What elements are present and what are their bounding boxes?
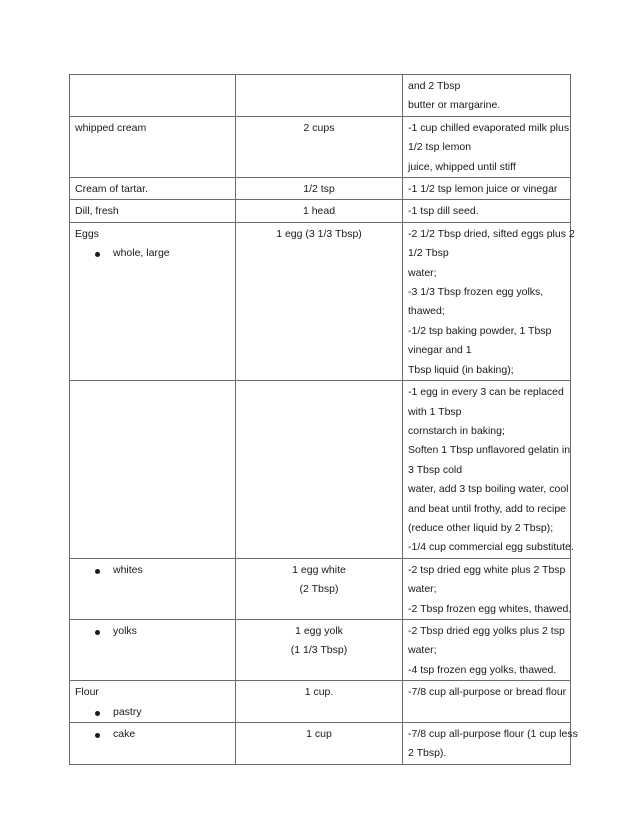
cell-spacer [408,703,565,717]
substitute-cell [403,381,574,559]
substitution-table [69,74,578,765]
ingredient-cell [70,200,236,222]
substitution-table-body [70,75,578,765]
substitute-line: -1/4 cup commercial egg substitute. [408,541,574,554]
substitute-cell [403,619,571,680]
table-row [70,681,571,723]
amount-cell [236,723,403,765]
substitute-line: -1 egg in every 3 can be replaced [408,386,564,399]
substitute-line: 2 Tbsp). [408,747,447,760]
amount-cell [236,200,403,222]
ingredient-name: whipped cream [75,121,147,134]
substitute-line: 1/2 tsp lemon [408,141,472,154]
ingredient-variant-item [75,725,230,744]
substitute-line: water; [408,583,437,596]
substitute-line: and 2 Tbsp [408,80,461,92]
ingredient-variant-item [75,561,230,580]
amount-text: 2 cups [303,121,335,134]
ingredient-variant-label: pastry [113,705,142,718]
amount-text: 1 egg yolk [295,624,343,637]
substitute-line: thawed; [408,305,445,318]
substitute-line: -1/2 tsp baking powder, 1 Tbsp [408,324,552,337]
substitute-line: butter or margarine. [408,99,501,112]
substitute-cell [403,116,571,177]
substitute-line: (reduce other liquid by 2 Tbsp); [408,521,554,534]
substitute-line: -7/8 cup all-purpose or bread flour [408,686,567,699]
amount-cell [236,381,403,559]
ingredient-cell [70,681,236,723]
substitute-line: -3 1/3 Tbsp frozen egg yolks, [408,286,544,299]
amount-cell [236,681,403,723]
substitute-line: with 1 Tbsp [408,405,462,418]
bullet-icon [95,711,100,716]
substitute-line: -7/8 cup all-purpose flour (1 cup less [408,728,578,740]
substitute-cell [403,200,571,222]
ingredient-cell [70,381,236,559]
substitute-line: -1 tsp dill seed. [408,205,479,218]
ingredient-cell [70,723,236,765]
bullet-icon [95,733,100,738]
ingredient-variant-label: whole, large [113,247,170,260]
amount-text: 1 head [302,205,336,218]
substitute-line: 3 Tbsp cold [408,463,463,476]
ingredient-variant-label: yolks [113,624,137,637]
substitute-line: and beat until frothy, add to recipe [408,502,566,515]
substitute-line: -4 tsp frozen egg yolks, thawed. [408,663,557,676]
ingredient-cell [70,619,236,680]
amount-cell [236,116,403,177]
ingredient-variant-item [75,703,230,722]
substitute-cell [403,723,578,765]
bullet-icon [95,630,100,635]
amount-cell [236,619,403,680]
amount-text: (2 Tbsp) [299,583,339,596]
table-row [70,558,571,619]
ingredient-cell [70,116,236,177]
amount-cell [236,222,403,380]
amount-cell [236,558,403,619]
ingredient-name: Flour [75,686,99,699]
table-row [70,200,571,222]
substitute-line: Tbsp liquid (in baking); [408,363,514,376]
substitute-line: -2 tsp dried egg white plus 2 Tbsp [408,563,566,576]
table-row [70,619,571,680]
amount-text: 1 cup [306,728,332,740]
amount-text: 1 egg (3 1/3 Tbsp) [276,227,362,240]
table-row [70,75,571,117]
substitute-cell [403,75,571,117]
amount-text: (1 1/3 Tbsp) [290,644,348,657]
table-row [70,178,571,200]
amount-text: 1 cup. [304,686,334,699]
ingredient-variant-item [75,622,230,641]
substitute-line: water; [408,266,437,279]
substitute-line: -1 cup chilled evaporated milk plus [408,121,570,134]
substitute-line: -2 1/2 Tbsp dried, sifted eggs plus 2 [408,227,575,240]
ingredient-cell [70,558,236,619]
table-row [70,116,571,177]
substitute-line: vinegar and 1 [408,344,472,357]
substitute-line: juice, whipped until stiff [408,160,516,173]
table-row [70,723,571,765]
amount-cell [236,75,403,117]
amount-cell [236,178,403,200]
substitute-cell [403,222,575,380]
substitute-cell [403,681,571,723]
table-row [70,222,571,380]
amount-text: 1/2 tsp [303,183,335,196]
bullet-icon [95,569,100,574]
ingredient-cell [70,178,236,200]
ingredient-variant-label: cake [113,728,136,740]
ingredient-name: Cream of tartar. [75,183,148,196]
substitute-line: -2 Tbsp dried egg yolks plus 2 tsp [408,624,565,637]
ingredient-name: Eggs [75,227,99,240]
substitute-line: cornstarch in baking; [408,424,505,437]
ingredient-variant-item [75,244,230,263]
substitute-line: 1/2 Tbsp [408,247,449,260]
substitute-line: -2 Tbsp frozen egg whites, thawed. [408,602,572,615]
substitute-cell [403,558,571,619]
substitute-line: -1 1/2 tsp lemon juice or vinegar [408,183,558,196]
substitute-line: Soften 1 Tbsp unflavored gelatin in [408,444,571,457]
ingredient-name: Dill, fresh [75,205,119,218]
ingredient-variant-label: whites [113,563,143,576]
substitute-line: water, add 3 tsp boiling water, cool [408,483,569,496]
amount-text: 1 egg white [292,563,346,576]
ingredient-cell [70,75,236,117]
substitute-cell [403,178,571,200]
ingredient-cell [70,222,236,380]
table-row [70,381,571,559]
substitute-line: water; [408,644,437,657]
bullet-icon [95,252,100,257]
